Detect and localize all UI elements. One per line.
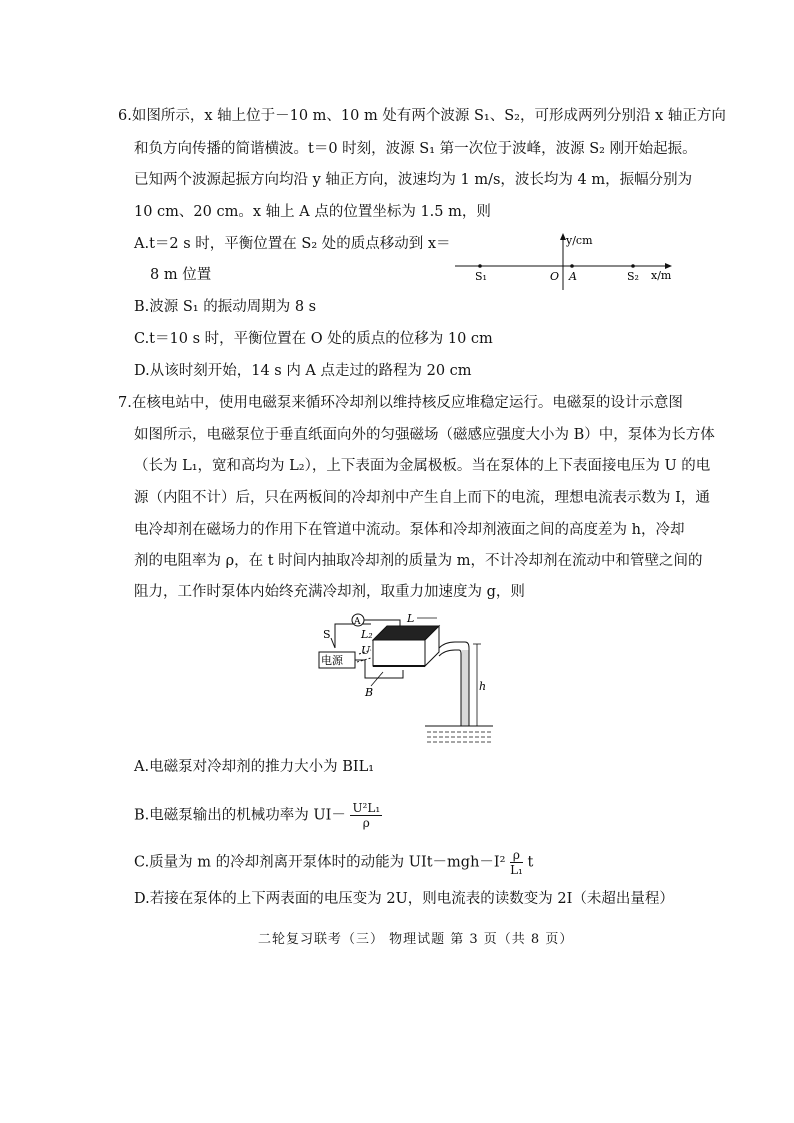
q7-option-c-tail: t — [527, 854, 534, 871]
ammeter-label: A — [354, 617, 361, 627]
q7-option-b-denominator: ρ — [362, 816, 370, 830]
q7-option-b — [134, 801, 382, 830]
s2-label: S₂ — [627, 270, 639, 283]
q6-option-a-cont: 8 m 位置 — [150, 267, 212, 283]
q7-option-c-text: C.质量为 m 的冷却剂离开泵体时的动能为 UIt－mgh－I² — [134, 854, 506, 871]
q6-option-c: C.t＝10 s 时，平衡位置在 O 处的质点的位移为 10 cm — [134, 331, 493, 347]
q6-line-1: 6.如图所示，x 轴上位于－10 m、10 m 处有两个波源 S₁、S₂，可形成两列分别沿 x 轴正方向 — [118, 108, 726, 124]
q7-line-4: 源（内阻不计）后，只在两板间的冷却剂中产生自上而下的电流，理想电流表示数为 I，通 — [134, 490, 710, 506]
q6-line-3: 已知两个波源起振方向均沿 y 轴正方向，波速均为 1 m/s，波长均为 4 m，振幅分别为 — [134, 172, 693, 188]
em-pump-figure — [313, 608, 493, 748]
q7-line-2: 如图所示，电磁泵位于垂直纸面向外的匀强磁场（磁感应强度大小为 B）中，泵体为长方体 — [134, 427, 715, 443]
y-axis-label: y/cm — [566, 234, 593, 247]
switch-label: S — [323, 628, 331, 641]
b-label: B — [365, 686, 374, 699]
page-footer: 二轮复习联考（三） 物理试题 第 3 页（共 8 页） — [258, 932, 574, 947]
q6-option-d: D.从该时刻开始，14 s 内 A 点走过的路程为 20 cm — [134, 363, 472, 379]
q7-option-c-numerator: ρ — [510, 848, 523, 863]
o-label: O — [550, 270, 560, 283]
h-label: h — [479, 680, 487, 693]
q7-option-c — [134, 848, 533, 877]
q7-line-1: 7.在核电站中，使用电磁泵来循环冷却剂以维持核反应堆稳定运行。电磁泵的设计示意图 — [118, 395, 683, 411]
q7-option-b-numerator: U²L₁ — [352, 801, 381, 815]
q7-line-5: 电冷却剂在磁场力的作用下在管道中流动。泵体和冷却剂液面之间的高度差为 h，冷却 — [134, 522, 685, 538]
s1-label: S₁ — [475, 270, 487, 283]
power-source-label: 电源 — [321, 654, 343, 667]
a-label: A — [569, 270, 577, 283]
q7-option-b-text: B.电磁泵输出的机械功率为 UI－ — [134, 807, 346, 824]
q7-line-6: 剂的电阻率为 ρ，在 t 时间内抽取冷却剂的质量为 m，不计冷却剂在流动中和管壁之间的 — [134, 553, 703, 569]
q7-option-b-fraction — [350, 801, 382, 830]
q7-line-3: （长为 L₁，宽和高均为 L₂），上下表面为金属极板。当在泵体的上下表面接电压为 U 的电 — [134, 458, 711, 474]
q7-option-c-fraction — [510, 848, 523, 877]
q6-option-a: A.t＝2 s 时，平衡位置在 S₂ 处的质点移动到 x＝ — [134, 236, 451, 252]
q7-option-a: A.电磁泵对冷却剂的推力大小为 BIL₁ — [134, 759, 375, 775]
l2-label: L₂ — [361, 628, 373, 641]
l-label: L — [407, 612, 415, 625]
x-axis-label: x/m — [651, 269, 672, 282]
q7-line-7: 阻力，工作时泵体内始终充满冷却剂，取重力加速度为 g，则 — [134, 584, 525, 600]
q7-option-c-denominator: L₁ — [510, 863, 523, 877]
q7-option-d: D.若接在泵体的上下两表面的电压变为 2U，则电流表的读数变为 2I（未超出量程） — [134, 891, 674, 907]
q6-line-4: 10 cm、20 cm。x 轴上 A 点的位置坐标为 1.5 m，则 — [134, 204, 491, 220]
q6-option-b: B.波源 S₁ 的振动周期为 8 s — [134, 299, 317, 315]
q6-line-2: 和负方向传播的简谐横波。t＝0 时刻，波源 S₁ 第一次位于波峰，波源 S₂ 刚开始起振。 — [134, 141, 697, 157]
wave-axis-figure — [455, 232, 675, 292]
u-label: U — [361, 644, 371, 657]
